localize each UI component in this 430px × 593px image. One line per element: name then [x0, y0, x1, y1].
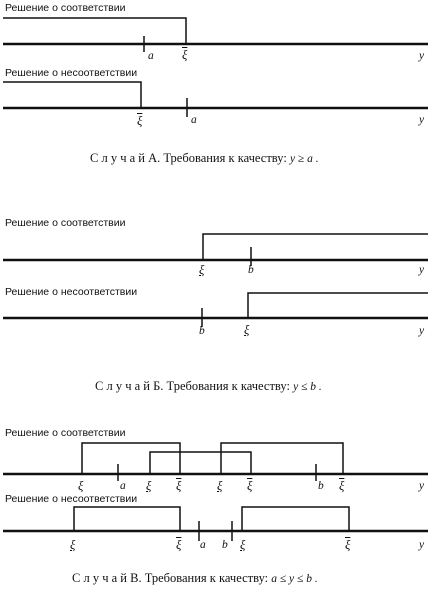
case-a-nonconformity-xi-label: $\overline{\xi}$: [137, 114, 143, 128]
case-c-conformity-b-label: b: [318, 480, 324, 492]
case-a-nonconformity-step: [3, 82, 141, 108]
case-a-conformity-xi-label: $\overline{\xi}$: [182, 48, 188, 62]
case-c-conformity-xi-4: ξ: [217, 479, 223, 493]
case-b-conformity-label: Решение о соответствии: [5, 217, 126, 229]
case-b-conformity-b-label: b: [248, 264, 254, 276]
case-b-conformity-step: [203, 234, 428, 260]
case-c-conformity-xi-1: ξ: [78, 479, 84, 493]
case-c-conformity-xi-2: ξ: [146, 479, 152, 493]
case-c-caption-rest: В. Требования к качеству:: [126, 571, 272, 585]
case-c-nonconformity-xi-2: $\overline{\xi}$: [176, 538, 182, 552]
case-b-conformity-y-label: y: [419, 264, 425, 276]
case-b-conformity-xi-label: ξ: [199, 263, 205, 277]
case-c-conformity-xi-6: $\overline{\xi}$: [339, 479, 345, 493]
case-c-nonconformity-y-label: y: [419, 539, 425, 551]
case-b-nonconformity-b-label: b: [199, 325, 205, 337]
case-a-conformity-a-label: a: [148, 50, 154, 62]
case-a-conformity-y-label: y: [419, 50, 425, 62]
case-c-nonconformity-xi-3: ξ: [240, 538, 246, 552]
case-b-nonconformity-label: Решение о несоответствии: [5, 286, 138, 298]
case-c-conformity-bracket-2: [150, 452, 251, 474]
case-b-caption-formula: y ≤ b .: [293, 381, 322, 393]
case-c-conformity-xi-3: $\overline{\xi}$: [176, 479, 182, 493]
case-a-nonconformity-label: Решение о несоответствии: [5, 67, 138, 79]
case-b-nonconformity-y-label: y: [419, 325, 425, 337]
case-c-caption-case: С л у ч а й: [72, 571, 127, 585]
case-b-nonconformity-step: [248, 293, 428, 318]
case-c-caption: [72, 572, 318, 586]
case-c-nonconformity-xi-4: $\overline{\xi}$: [345, 538, 351, 552]
case-c-nonconformity-xi-1: ξ: [70, 538, 76, 552]
case-c-nonconformity-b-label: b: [222, 539, 228, 551]
case-b-nonconformity-xi-label: ξ: [244, 323, 250, 337]
case-c-nonconformity-bracket-2: [242, 507, 349, 531]
case-a-conformity-label: Решение о соответствии: [5, 2, 126, 14]
case-c-nonconformity-a-label: a: [200, 539, 206, 551]
case-a-caption: [90, 152, 319, 166]
case-a-caption-case: С л у ч а й: [90, 151, 145, 165]
case-a-conformity-step: [3, 18, 186, 44]
case-c-conformity-bracket-3: [221, 443, 343, 474]
case-c-conformity-xi-5: $\overline{\xi}$: [247, 479, 253, 493]
case-b-caption: [95, 380, 322, 394]
case-c-nonconformity-label: Решение о несоответствии: [5, 493, 138, 505]
case-c-conformity-label: Решение о соответствии: [5, 427, 126, 439]
case-a-caption-formula: y ≥ a .: [289, 153, 319, 165]
case-b-caption-case: С л у ч а й: [95, 379, 150, 393]
case-c-caption-formula: a ≤ y ≤ b .: [271, 573, 318, 585]
case-a-nonconformity-y-label: y: [419, 114, 425, 126]
case-c-conformity-a-label: a: [120, 480, 126, 492]
case-b-caption-rest: Б. Требования к качеству:: [149, 379, 294, 393]
case-a-caption-rest: А. Требования к качеству:: [144, 151, 290, 165]
case-c-nonconformity-bracket-1: [74, 507, 180, 531]
case-a-nonconformity-a-label: a: [191, 114, 197, 126]
case-c-conformity-y-label: y: [419, 480, 425, 492]
case-c-conformity-bracket-1: [82, 443, 180, 474]
